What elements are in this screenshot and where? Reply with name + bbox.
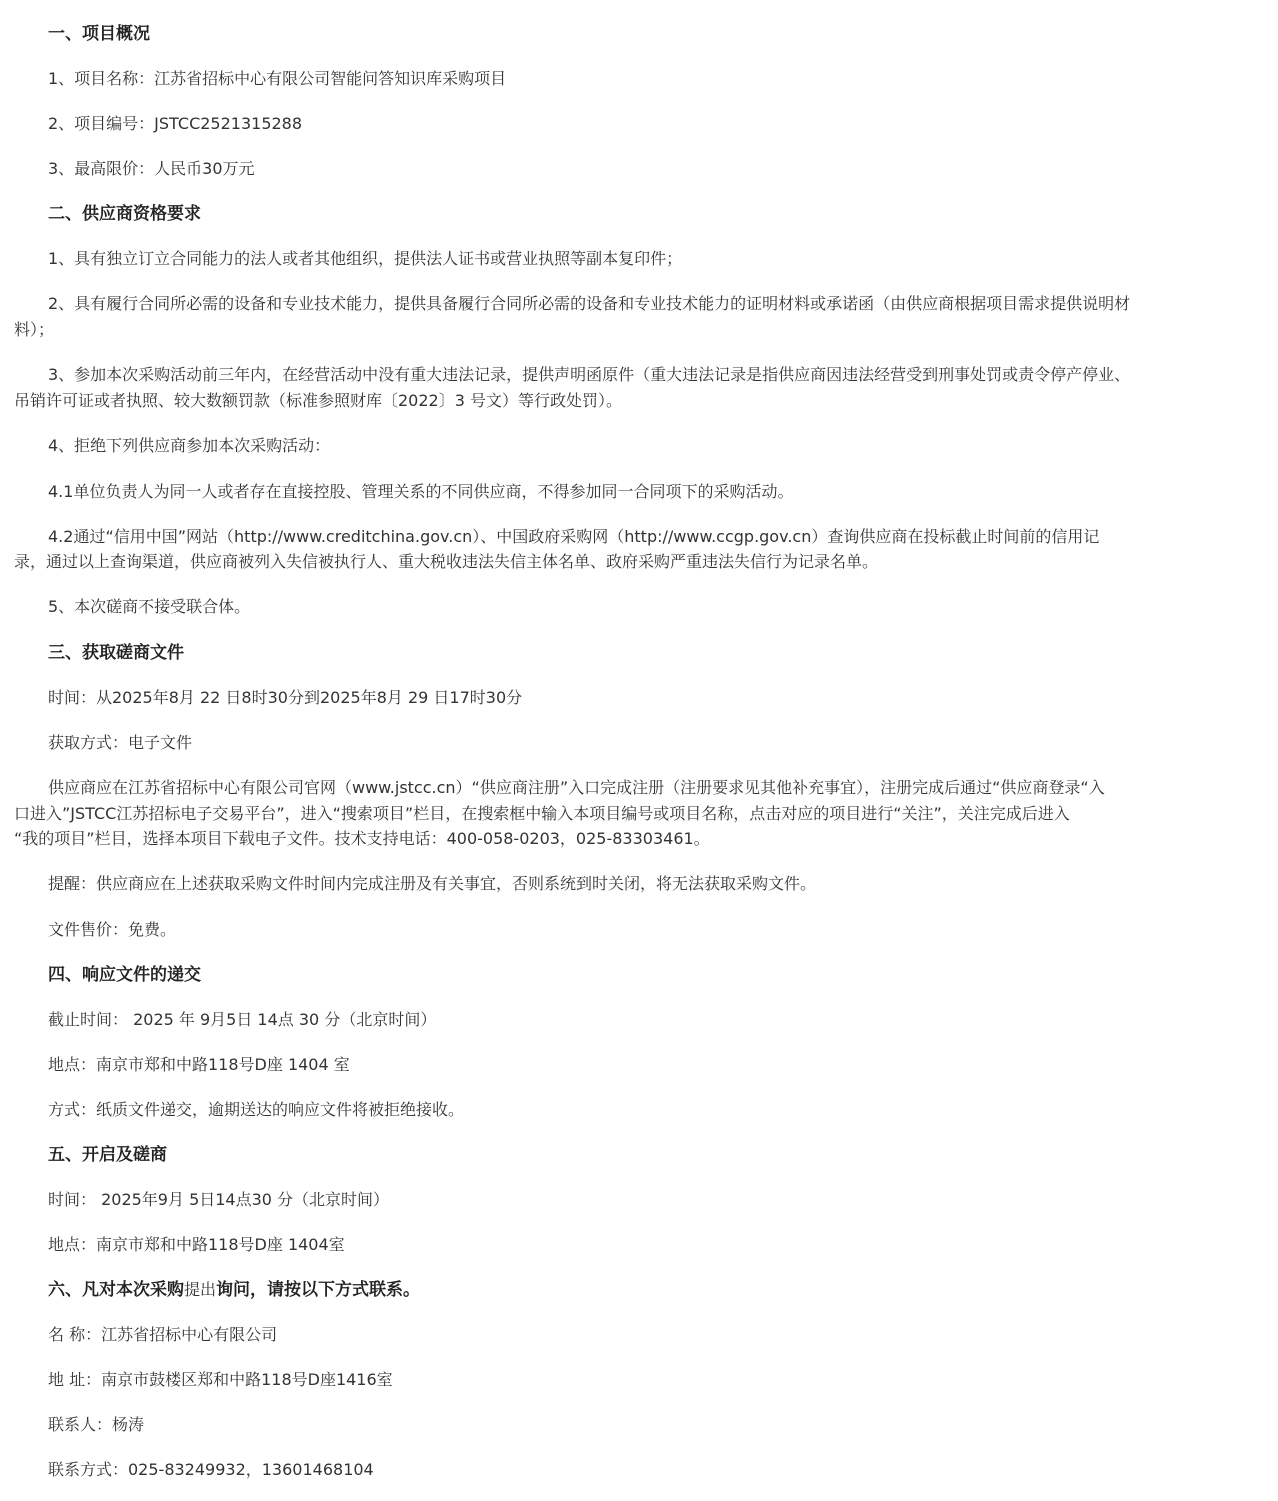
contact-heading-part-3: 询问，请按以下方式联系。 [216, 1280, 421, 1300]
qualification-3-line-1: 3、参加本次采购活动前三年内，在经营活动中没有重大违法记录，提供声明函原件（重大违法记录是指供应商因违法经营受到刑事处罚或责令停产停业、 [48, 365, 1131, 384]
section-heading-opening: 五、开启及磋商 [48, 1145, 167, 1165]
opening-time: 时间： 2025年9月 5日14点30 分（北京时间） [48, 1190, 390, 1209]
qualification-5: 5、本次磋商不接受联合体。 [48, 597, 251, 616]
section-heading-overview: 一、项目概况 [48, 24, 150, 44]
qualification-4: 4、拒绝下列供应商参加本次采购活动： [48, 436, 331, 455]
qualification-3-line-2: 吊销许可证或者执照、较大数额罚款（标准参照财库〔2022〕3 号文）等行政处罚）。 [14, 391, 622, 410]
section-heading-submission: 四、响应文件的递交 [48, 965, 201, 985]
qualification-4-1: 4.1单位负责人为同一人或者存在直接控股、管理关系的不同供应商，不得参加同一合同项下的采购活动。 [48, 482, 794, 501]
obtain-time: 时间：从2025年8月 22 日8时30分到2025年8月 29 日17时30分 [48, 688, 523, 707]
contact-name: 名 称：江苏省招标中心有限公司 [48, 1325, 278, 1344]
submission-mode: 方式：纸质文件递交，逾期送达的响应文件将被拒绝接收。 [48, 1100, 465, 1119]
obtain-method: 获取方式：电子文件 [48, 733, 193, 752]
qualification-4-2-line-2: 录，通过以上查询渠道，供应商被列入失信被执行人、重大税收违法失信主体名单、政府采购严重违法失信行为记录名单。 [14, 552, 879, 571]
qualification-2-line-2: 料）； [14, 320, 55, 339]
document-price: 文件售价：免费。 [48, 920, 177, 939]
section-heading-obtain-documents: 三、获取磋商文件 [48, 643, 184, 663]
qualification-4-2-line-1: 4.2通过“信用中国”网站（http://www.creditchina.gov.cn）、中国政府采购网（http://www.ccgp.gov.cn）查询供应商在投标截止时间前的信用记 [48, 527, 1100, 546]
section-heading-qualification: 二、供应商资格要求 [48, 204, 201, 224]
registration-text-line-3: “我的项目”栏目，选择本项目下载电子文件。技术支持电话：400-058-0203，025-83303461。 [14, 829, 710, 848]
qualification-1: 1、具有独立订立合同能力的法人或者其他组织，提供法人证书或营业执照等副本复印件； [48, 249, 683, 268]
contact-heading-part-2: 提出 [184, 1280, 217, 1299]
submission-deadline: 截止时间： 2025 年 9月5日 14点 30 分（北京时间） [48, 1010, 437, 1029]
contact-heading-part-1: 六、凡对本次采购 [48, 1280, 184, 1300]
registration-text-line-1: 供应商应在江苏省招标中心有限公司官网（www.jstcc.cn）“供应商注册”入口完成注册（注册要求见其他补充事宜），注册完成后通过“供应商登录“入 [48, 778, 1105, 797]
reminder-text: 提醒：供应商应在上述获取采购文件时间内完成注册及有关事宜，否则系统到时关闭，将无法获取采购文件。 [48, 874, 817, 893]
opening-place: 地点：南京市郑和中路118号D座 1404室 [48, 1235, 345, 1254]
section-heading-contact [48, 1277, 1266, 1303]
project-name: 1、项目名称：江苏省招标中心有限公司智能问答知识库采购项目 [48, 69, 507, 88]
contact-address: 地 址：南京市鼓楼区郑和中路118号D座1416室 [48, 1370, 393, 1389]
price-limit: 3、最高限价：人民币30万元 [48, 159, 255, 178]
contact-person: 联系人：杨涛 [48, 1415, 145, 1434]
registration-text-line-2: 口进入”JSTCC江苏招标电子交易平台”，进入“搜索项目”栏目，在搜索框中输入本项目编号或项目名称，点击对应的项目进行“关注”，关注完成后进入 [14, 804, 1070, 823]
contact-phone: 联系方式：025-83249932，13601468104 [48, 1460, 374, 1479]
project-number: 2、项目编号：JSTCC2521315288 [48, 114, 303, 133]
submission-place: 地点：南京市郑和中路118号D座 1404 室 [48, 1055, 350, 1074]
qualification-2-line-1: 2、具有履行合同所必需的设备和专业技术能力，提供具备履行合同所必需的设备和专业技术能力的证明材料或承诺函（由供应商根据项目需求提供说明材 [48, 294, 1131, 313]
